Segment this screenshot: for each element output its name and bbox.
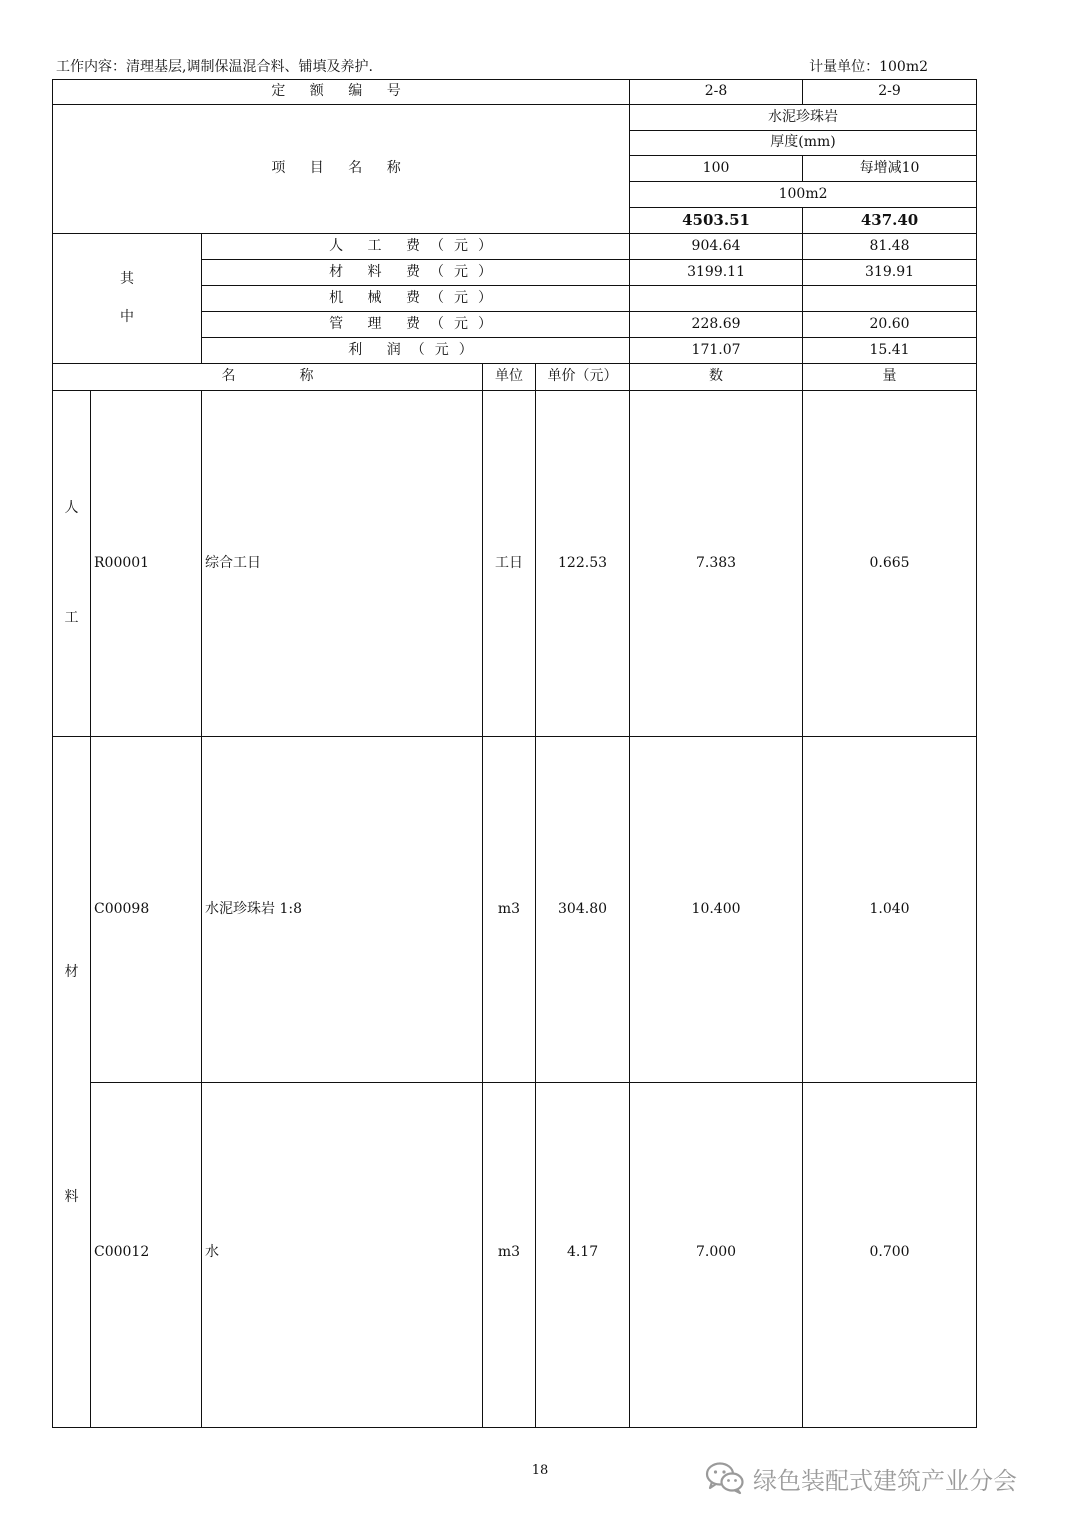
of-which-char-2: 中 [120, 308, 134, 325]
labor-unit: 工日 [483, 391, 536, 737]
measure-unit: 计量单位：100m2 [809, 59, 928, 75]
labor-category-char-1: 人 [64, 500, 79, 517]
thickness-label: 厚度(mm) [630, 131, 977, 156]
cost-label: 材 料 费（元） [202, 260, 630, 286]
of-which-label [53, 234, 202, 364]
quota-number-1: 2-8 [630, 80, 803, 105]
material-qty-2-text: 0.700 [869, 1244, 910, 1260]
column-quantity-1: 数 [630, 364, 803, 391]
material-unit-price-text: 4.17 [566, 1244, 599, 1260]
material-name-text: 水 [205, 1244, 219, 1260]
material-qty-1: 10.400 [630, 737, 803, 1083]
quota-number-label: 定 额 编 号 [53, 80, 630, 105]
labor-category [53, 391, 91, 737]
material-row [53, 737, 977, 1083]
material-qty-1-text: 7.000 [696, 1244, 737, 1260]
cost-label: 管 理 费（元） [202, 312, 630, 338]
base-price-1: 4503.51 [630, 208, 803, 234]
labor-name: 综合工日 [202, 391, 483, 737]
material-qty-2 [803, 1083, 977, 1428]
material-code [91, 1083, 202, 1428]
base-price-2: 437.40 [803, 208, 977, 234]
material-row [53, 1083, 977, 1428]
material-name: 水泥珍珠岩 1:8 [202, 737, 483, 1083]
labor-category-char-2: 工 [64, 609, 79, 626]
quota-number-row [53, 80, 977, 105]
labor-code: R00001 [91, 391, 202, 737]
cost-value: 3199.11 [630, 260, 803, 286]
column-name [53, 364, 483, 391]
cost-value: 81.48 [803, 234, 977, 260]
material-category-char-2: 料 [64, 1189, 79, 1205]
material-qty-1 [630, 1083, 803, 1428]
page-header [53, 56, 928, 78]
material-code-text: C00012 [94, 1244, 150, 1260]
material-unit [483, 1083, 536, 1428]
column-name-char-2: 称 [299, 368, 314, 385]
cost-value: 15.41 [803, 338, 977, 364]
material-name [202, 1083, 483, 1428]
watermark [705, 1458, 1017, 1498]
material-unit: m3 [483, 737, 536, 1083]
item-name-label: 项 目 名 称 [53, 105, 630, 234]
labor-unit-price: 122.53 [536, 391, 630, 737]
column-name-char-1: 名 [221, 368, 236, 385]
cost-value: 228.69 [630, 312, 803, 338]
thickness-1: 100 [630, 156, 803, 182]
item-unit: 100m2 [630, 182, 977, 208]
material-unit-text: m3 [497, 1244, 521, 1260]
cost-value: 319.91 [803, 260, 977, 286]
wechat-icon [705, 1461, 745, 1495]
quota-table [52, 79, 977, 1428]
column-header-row [53, 364, 977, 391]
watermark-text: 绿色装配式建筑产业分会 [753, 1466, 1017, 1495]
cost-value: 904.64 [630, 234, 803, 260]
cost-value: 20.60 [803, 312, 977, 338]
labor-row [53, 391, 977, 737]
material-qty-2: 1.040 [803, 737, 977, 1083]
column-unit-price: 单价（元） [536, 364, 630, 391]
material-unit-price: 304.80 [536, 737, 630, 1083]
cost-label: 机 械 费（元） [202, 286, 630, 312]
work-content: 工作内容：清理基层,调制保温混合料、铺填及养护. [56, 59, 373, 75]
cost-value [803, 286, 977, 312]
cost-value: 171.07 [630, 338, 803, 364]
cost-label: 人 工 费（元） [202, 234, 630, 260]
cost-row-labor [53, 234, 977, 260]
of-which-char-1: 其 [120, 271, 134, 288]
column-quantity-2: 量 [803, 364, 977, 391]
labor-qty-1: 7.383 [630, 391, 803, 737]
quota-number-2: 2-9 [803, 80, 977, 105]
labor-qty-2: 0.665 [803, 391, 977, 737]
cost-label: 利 润（元） [202, 338, 630, 364]
material-category-char-1: 材 [64, 963, 79, 980]
page-number: 18 [531, 1463, 549, 1478]
material-unit-price [536, 1083, 630, 1428]
item-name: 水泥珍珠岩 [630, 105, 977, 131]
column-unit: 单位 [483, 364, 536, 391]
cost-value [630, 286, 803, 312]
thickness-2: 每增减10 [803, 156, 977, 182]
material-code: C00098 [91, 737, 202, 1083]
item-name-row [53, 105, 977, 131]
material-category [53, 737, 91, 1428]
